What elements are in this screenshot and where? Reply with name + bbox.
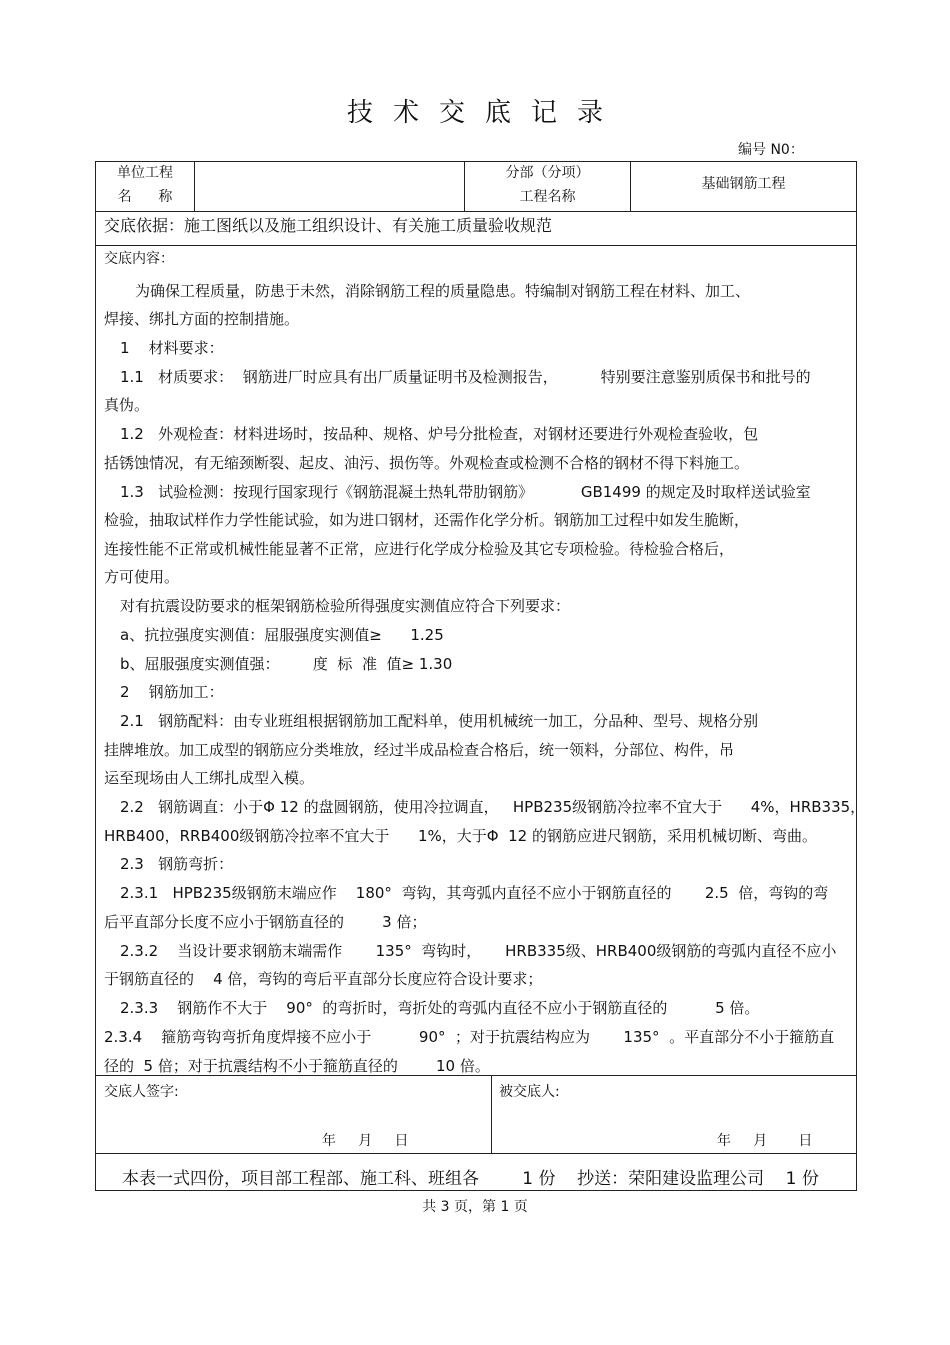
document-title: 技术交底记录 xyxy=(346,98,623,128)
content-line: a、抗拉强度实测值：屈服强度实测值≥ 1.25 xyxy=(120,626,444,644)
disclosure-basis: 交底依据：施工图纸以及施工组织设计、有关施工质量验收规范 xyxy=(104,216,553,235)
content-line: 于钢筋直径的 4 倍，弯钩的弯后平直部分长度应符合设计要求； xyxy=(104,970,543,988)
content-line: 运至现场由人工绑扎成型入模。 xyxy=(104,769,315,787)
presenter-signature-label: 交底人签字: xyxy=(104,1084,179,1100)
content-line: 2.3.2 当设计要求钢筋末端需作 135° 弯钩时， HRB335级、HRB400级钢筋的弯弧内直径不应小 xyxy=(120,942,837,960)
content-line: 2 钢筋加工： xyxy=(120,683,224,701)
basis-bottom-line xyxy=(95,245,857,246)
content-line: 检验，抽取试样作力学性能试验，如为进口钢材，还需作化学分析。钢筋加工过程中如发生脆断， xyxy=(104,511,750,529)
content-line: 2.3 钢筋弯折： xyxy=(120,855,234,873)
content-line: 1.1 材质要求： 钢筋进厂时应具有出厂质量证明书及检测报告， 特别要注意鉴别质保书和批号的 xyxy=(120,368,811,386)
content-line: 径的 5 倍；对于抗震结构不小于箍筋直径的 10 倍。 xyxy=(104,1057,490,1075)
sub-project-label-line1: 分部（分项） xyxy=(505,165,590,181)
disclosure-content-label: 交底内容： xyxy=(104,251,174,267)
sign-bottom-line xyxy=(95,1153,857,1154)
unit-project-label-line1: 单位工程 xyxy=(117,165,173,181)
receiver-signature-label: 被交底人: xyxy=(499,1084,560,1100)
content-line: 2.3.3 钢筋作不大于 90° 的弯折时，弯折处的弯弧内直径不应小于钢筋直径的 5 倍。 xyxy=(120,999,760,1017)
receiver-date[interactable]: 年 月 日 xyxy=(717,1133,813,1149)
sub-project-label xyxy=(465,161,630,209)
sub-project-label-line2: 工程名称 xyxy=(519,189,576,205)
presenter-date[interactable]: 年 月 日 xyxy=(322,1133,409,1149)
content-line: 焊接、绑扎方面的控制措施。 xyxy=(104,310,300,328)
content-line: 1 材料要求： xyxy=(120,339,224,357)
content-line: 挂牌堆放。加工成型的钢筋应分类堆放，经过半成品检查合格后，统一领料，分部位、构件，吊 xyxy=(104,741,735,759)
content-line: b、屈服强度实测值强： 度 标 准 值≥ 1.30 xyxy=(120,655,453,673)
copies-note: 本表一式四份，项目部工程部、施工科、班组各 1 份 抄送：荣阳建设监理公司 1 份 xyxy=(122,1169,819,1189)
content-bottom-line xyxy=(95,1075,857,1076)
content-line: 真伪。 xyxy=(104,396,150,414)
unit-project-label xyxy=(96,161,194,209)
sub-project-value[interactable]: 基础钢筋工程 xyxy=(701,176,786,192)
content-line: HRB400，RRB400级钢筋冷拉率不宜大于 1%，大于Φ 12 的钢筋应进尺钢筋，采用机械切断、弯曲。 xyxy=(104,827,817,845)
content-line: 2.2 钢筋调直：小于Φ 12 的盘圆钢筋，使用冷拉调直， HPB235级钢筋冷拉率不宜大于 4%，HRB335， xyxy=(120,798,866,816)
header-bottom-line xyxy=(95,211,857,212)
unit-project-label-line2: 名 称 xyxy=(117,189,173,205)
serial-number-label: 编号 N0： xyxy=(738,142,804,158)
content-line: 1.3 试验检测：按现行国家现行《钢筋混凝土热轧带肋钢筋》 GB1499 的规定及时取样送试验室 xyxy=(120,483,811,501)
header-divider-1 xyxy=(194,161,195,211)
content-line: 方可使用。 xyxy=(104,568,180,586)
content-line: 2.1 钢筋配料：由专业班组根据钢筋加工配料单，使用机械统一加工，分品种、型号、规格分别 xyxy=(120,712,759,730)
page-number: 共 3 页，第 1 页 xyxy=(422,1199,528,1215)
content-line: 2.3.1 HPB235级钢筋末端应作 180° 弯钩，其弯弧内直径不应小于钢筋直径的 2.5 倍，弯钩的弯 xyxy=(120,884,829,902)
content-line: 1.2 外观检查：材料进场时，按品种、规格、炉号分批检查，对钢材还要进行外观检查验收，包 xyxy=(120,425,759,443)
sign-divider xyxy=(491,1075,492,1153)
content-line: 为确保工程质量，防患于未然，消除钢筋工程的质量隐患。特编制对钢筋工程在材料、加工、 xyxy=(135,282,751,300)
content-line: 括锈蚀情况，有无缩颈断裂、起皮、油污、损伤等。外观检查或检测不合格的钢材不得下料施工。 xyxy=(104,454,750,472)
content-line: 后平直部分长度不应小于钢筋直径的 3 倍； xyxy=(104,913,427,931)
content-line: 2.3.4 箍筋弯钩弯折角度焊接不应小于 90° ；对于抗震结构应为 135° 。平直部分不小于箍筋直 xyxy=(104,1028,835,1046)
content-line: 连接性能不正常或机械性能显著不正常，应进行化学成分检验及其它专项检验。待检验合格后， xyxy=(104,540,735,558)
content-line: 对有抗震设防要求的框架钢筋检验所得强度实测值应符合下列要求： xyxy=(120,597,571,615)
